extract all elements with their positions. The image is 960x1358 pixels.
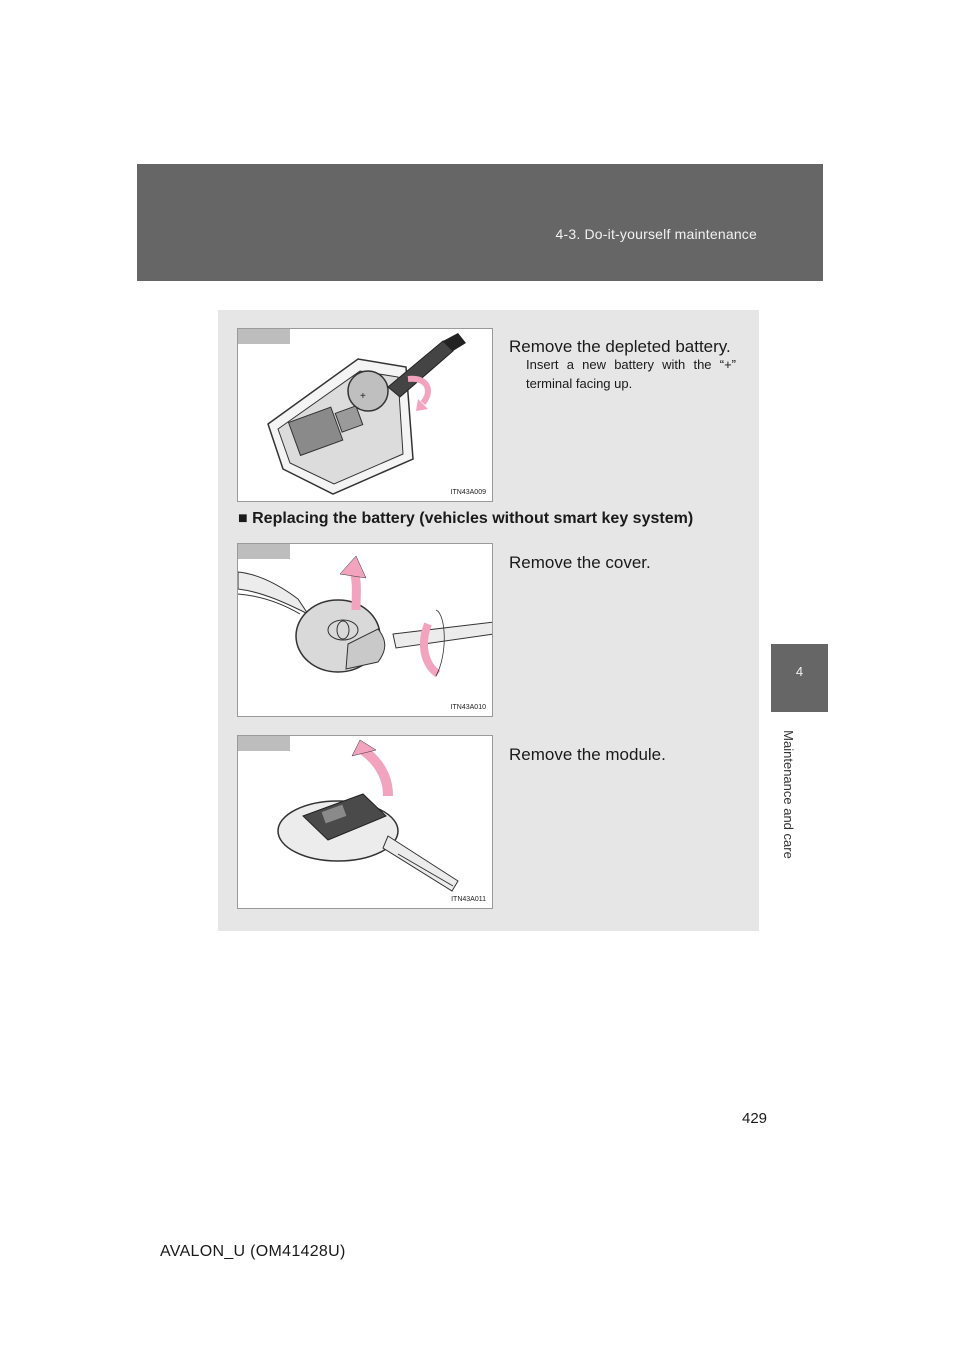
battery-removal-illustration: [238, 329, 493, 502]
header-band: [137, 164, 823, 281]
section-subheading: ■ Replacing the battery (vehicles without smart key system): [238, 510, 694, 527]
figure-code: ITN43A010: [450, 704, 486, 711]
figure-code: ITN43A009: [450, 489, 486, 496]
figure-remove-battery: [237, 328, 493, 502]
figure-code: ITN43A011: [451, 896, 486, 903]
chapter-number: 4: [795, 664, 804, 679]
chapter-label: Maintenance and care: [780, 729, 796, 859]
module-removal-illustration: [238, 736, 493, 909]
step-note-1: Insert a new battery with the “+” terminal facing up.: [526, 357, 736, 391]
section-title: 4-3. Do-it-yourself maintenance: [555, 226, 757, 242]
chapter-label-vertical: [777, 716, 799, 872]
figure-remove-module: [237, 735, 493, 909]
figure-remove-cover: [237, 543, 493, 717]
document-id: AVALON_U (OM41428U): [160, 1243, 346, 1260]
page-number: 429: [742, 1110, 768, 1127]
step-instruction-3: Remove the module.: [509, 745, 666, 764]
step-instruction-1: Remove the depleted battery.: [509, 337, 731, 356]
chapter-tab: [771, 644, 828, 712]
cover-removal-illustration: [238, 544, 493, 717]
svg-text:+: +: [360, 391, 366, 402]
step-instruction-2: Remove the cover.: [509, 553, 651, 572]
